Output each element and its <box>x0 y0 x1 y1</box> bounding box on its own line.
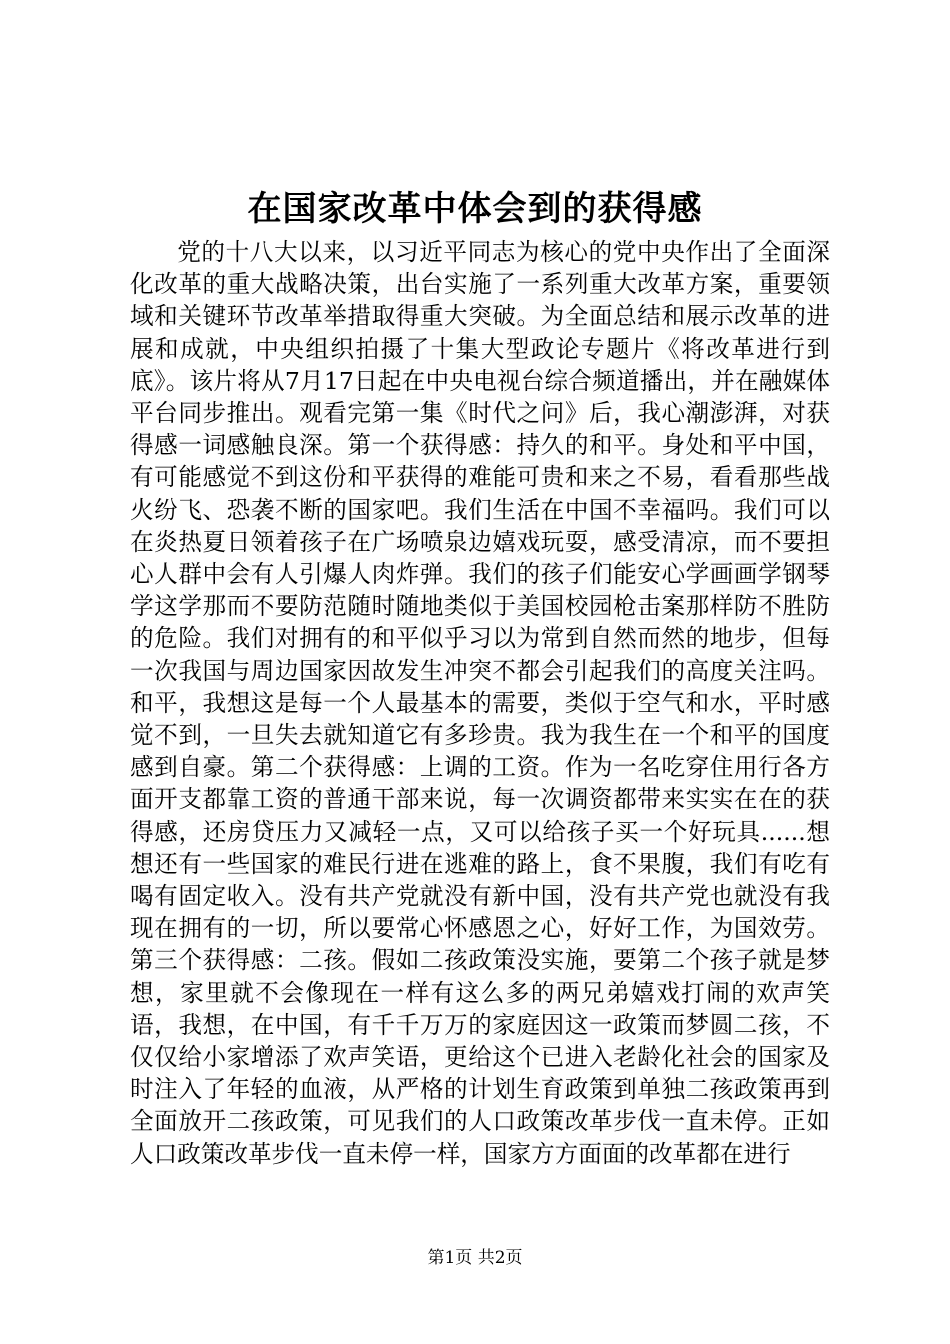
page-footer <box>0 1246 950 1270</box>
document-body-paragraph: 党的十八大以来，以习近平同志为核心的党中央作出了全面深化改革的重大战略决策，出台实施了一系列重大改革方案，重要领域和关键环节改革举措取得重大突破。为全面总结和展示改革的进展和成就，中央组织拍摄了十集大型政论专题片《将改革进行到底》。该片将从7月17日起在中央电视台综合频道播出，并在融媒体平台同步推出。观看完第一集《时代之问》后，我心潮澎湃，对获得感一词感触良深。第一个获得感：持久的和平。身处和平中国，有可能感觉不到这份和平获得的难能可贵和来之不易，看看那些战火纷飞、恐袭不断的国家吧。我们生活在中国不幸福吗。我们可以在炎热夏日领着孩子在广场喷泉边嬉戏玩耍，感受清凉，而不要担心人群中会有人引爆人肉炸弹。我们的孩子们能安心学画画学钢琴学这学那而不要防范随时随地类似于美国校园枪击案那样防不胜防的危险。我们对拥有的和平似乎习以为常到自然而然的地步，但每一次我国与周边国家因故发生冲突不都会引起我们的高度关注吗。和平，我想这是每一个人最基本的需要，类似于空气和水，平时感觉不到，一旦失去就知道它有多珍贵。我为我生在一个和平的国度感到自豪。第二个获得感：上调的工资。作为一名吃穿住用行各方面开支都靠工资的普通干部来说，每一次调资都带来实实在在的获得感，还房贷压力又减轻一点，又可以给孩子买一个好玩具......想想还有一些国家的难民行进在逃难的路上，食不果腹，我们有吃有喝有固定收入。没有共产党就没有新中国，没有共产党也就没有我现在拥有的一切，所以要常心怀感恩之心，好好工作，为国效劳。第三个获得感：二孩。假如二孩政策没实施，要第二个孩子就是梦想，家里就不会像现在一样有这么多的两兄弟嬉戏打闹的欢声笑语，我想，在中国，有千千万万的家庭因这一政策而梦圆二孩，不仅仅给小家增添了欢声笑语，更给这个已进入老龄化社会的国家及时注入了年轻的血液，从严格的计划生育政策到单独二孩政策再到全面放开二孩政策，可见我们的人口政策改革步伐一直未停。正如人口政策改革步伐一直未停一样，国家方方面面的改革都在进行 <box>130 238 830 1168</box>
page-number-label: 第1页 共2页 <box>427 1248 523 1268</box>
document-title: 在国家改革中体会到的获得感 <box>247 189 703 229</box>
